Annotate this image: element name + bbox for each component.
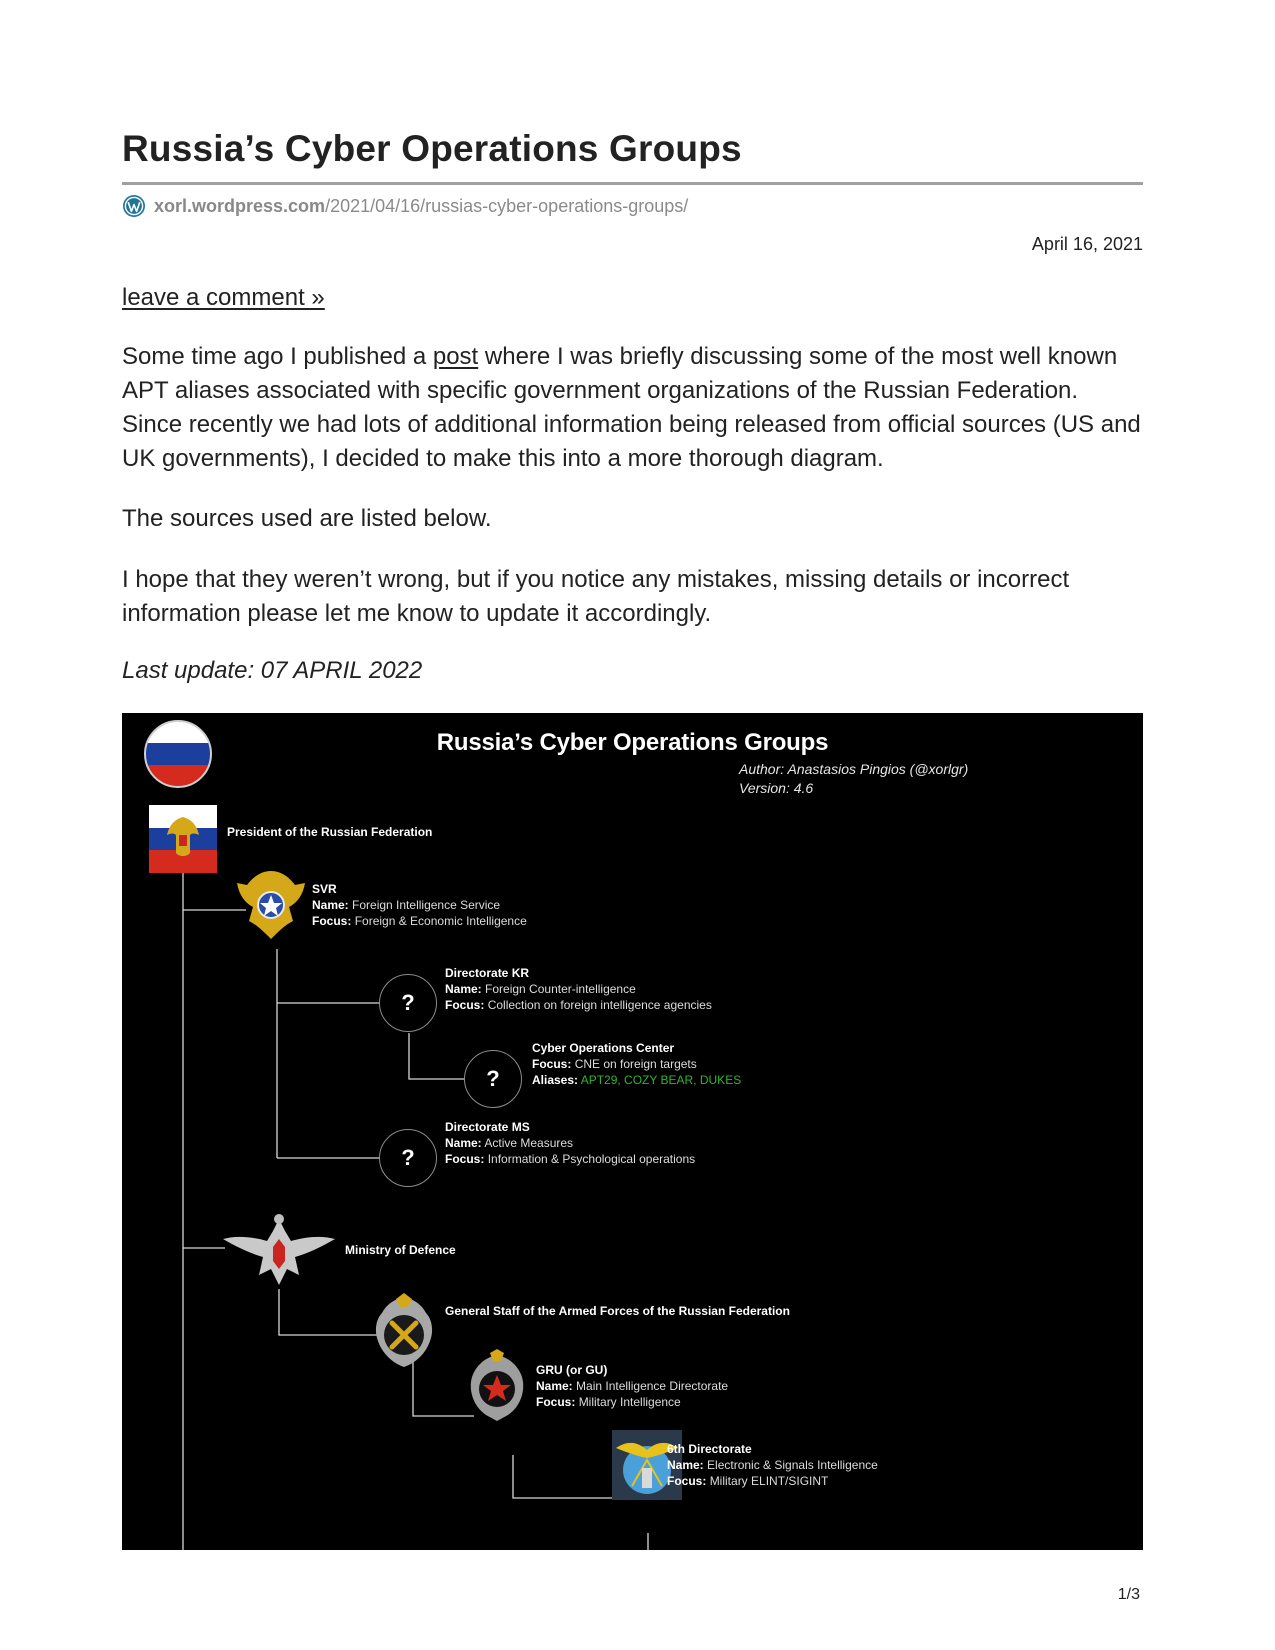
coc-focus-key: Focus: xyxy=(532,1057,572,1071)
url-host[interactable]: xorl.wordpress.com xyxy=(154,195,326,216)
svr-title: SVR xyxy=(312,882,337,896)
ms-name: Active Measures xyxy=(484,1136,574,1150)
sixth-directorate-node xyxy=(667,1441,878,1489)
gru-focus-key: Focus: xyxy=(536,1395,576,1409)
svr-focus: Foreign & Economic Intelligence xyxy=(354,914,527,928)
intro-text-end: where I was briefly discussing some of the most well known APT aliases associated with specific government organizations of the Russian Federation. Since recently we had lots of additional information being released from official sources (US and UK governments), I decided to make this into a more thorough diagram. xyxy=(122,343,1141,472)
post-link[interactable]: post xyxy=(432,343,479,370)
svr-name: Foreign Intelligence Service xyxy=(352,898,501,912)
gru-emblem-icon xyxy=(464,1349,530,1423)
coc-aliases: APT29, COZY BEAR, DUKES xyxy=(580,1073,742,1087)
russian-flag-round-icon xyxy=(143,719,213,789)
page-number: 1/3 xyxy=(1117,1586,1140,1603)
sixth-focus: Military ELINT/SIGINT xyxy=(709,1474,829,1488)
kr-name-key: Name: xyxy=(445,982,482,996)
president-label: President of the Russian Federation xyxy=(227,825,433,839)
svr-node xyxy=(312,881,527,929)
coc-title: Cyber Operations Center xyxy=(532,1041,675,1055)
ministry-of-defence-emblem-icon xyxy=(223,1211,335,1289)
general-staff-emblem-icon xyxy=(370,1293,438,1369)
coc-focus: CNE on foreign targets xyxy=(574,1057,697,1071)
ms-name-key: Name: xyxy=(445,1136,482,1150)
ms-focus-key: Focus: xyxy=(445,1152,485,1166)
coc-aliases-key: Aliases: xyxy=(532,1073,579,1087)
source-url[interactable] xyxy=(122,194,688,218)
intro-paragraph xyxy=(122,340,1143,476)
sixth-title: 6th Directorate xyxy=(667,1442,752,1456)
gru-node xyxy=(536,1362,728,1410)
svr-emblem-icon xyxy=(235,865,307,943)
kr-focus-key: Focus: xyxy=(445,998,485,1012)
directorate-kr-node xyxy=(445,965,712,1013)
ministry-of-defence-node: Ministry of Defence xyxy=(345,1243,456,1257)
gru-name: Main Intelligence Directorate xyxy=(576,1379,729,1393)
sixth-name: Electronic & Signals Intelligence xyxy=(707,1458,878,1472)
unknown-emblem-icon: ? xyxy=(464,1050,522,1108)
unknown-emblem-icon: ? xyxy=(379,974,437,1032)
sixth-name-key: Name: xyxy=(667,1458,704,1472)
svr-name-key: Name: xyxy=(312,898,349,912)
last-update: Last update: 07 APRIL 2022 xyxy=(122,657,423,684)
kr-title: Directorate KR xyxy=(445,966,530,980)
svr-focus-key: Focus: xyxy=(312,914,352,928)
sources-paragraph: The sources used are listed below. xyxy=(122,505,492,532)
gru-title: GRU (or GU) xyxy=(536,1363,608,1377)
gru-focus: Military Intelligence xyxy=(578,1395,681,1409)
post-date: April 16, 2021 xyxy=(1031,234,1143,254)
presidential-flag-icon xyxy=(149,805,217,873)
gru-name-key: Name: xyxy=(536,1379,573,1393)
wordpress-icon xyxy=(122,194,146,218)
unknown-emblem-icon: ? xyxy=(379,1129,437,1187)
intro-text-start: Some time ago I published a xyxy=(122,343,433,370)
sixth-focus-key: Focus: xyxy=(667,1474,707,1488)
directorate-ms-node xyxy=(445,1119,695,1167)
diagram-version: Version: 4.6 xyxy=(739,780,814,796)
leave-comment-link[interactable]: leave a comment » xyxy=(122,284,325,311)
cyber-ops-center-node xyxy=(532,1040,741,1088)
ms-title: Directorate MS xyxy=(445,1120,530,1134)
url-path[interactable]: /2021/04/16/russias-cyber-operations-groups/ xyxy=(325,195,689,216)
diagram-author-version xyxy=(739,760,968,798)
diagram-title: Russia’s Cyber Operations Groups xyxy=(436,729,829,756)
title-divider xyxy=(122,182,1143,185)
kr-focus: Collection on foreign intelligence agencies xyxy=(487,998,712,1012)
feedback-paragraph: I hope that they weren’t wrong, but if you notice any mistakes, missing details or incorrect information please let me know to update it accordingly. xyxy=(122,566,1070,627)
ms-focus: Information & Psychological operations xyxy=(487,1152,696,1166)
article-title: Russia’s Cyber Operations Groups xyxy=(122,128,742,169)
general-staff-node: General Staff of the Armed Forces of the Russian Federation xyxy=(445,1304,790,1318)
diagram-author: Author: Anastasios Pingios (@xorlgr) xyxy=(739,761,969,777)
kr-name: Foreign Counter-intelligence xyxy=(485,982,636,996)
cyber-groups-diagram xyxy=(122,713,1143,1550)
